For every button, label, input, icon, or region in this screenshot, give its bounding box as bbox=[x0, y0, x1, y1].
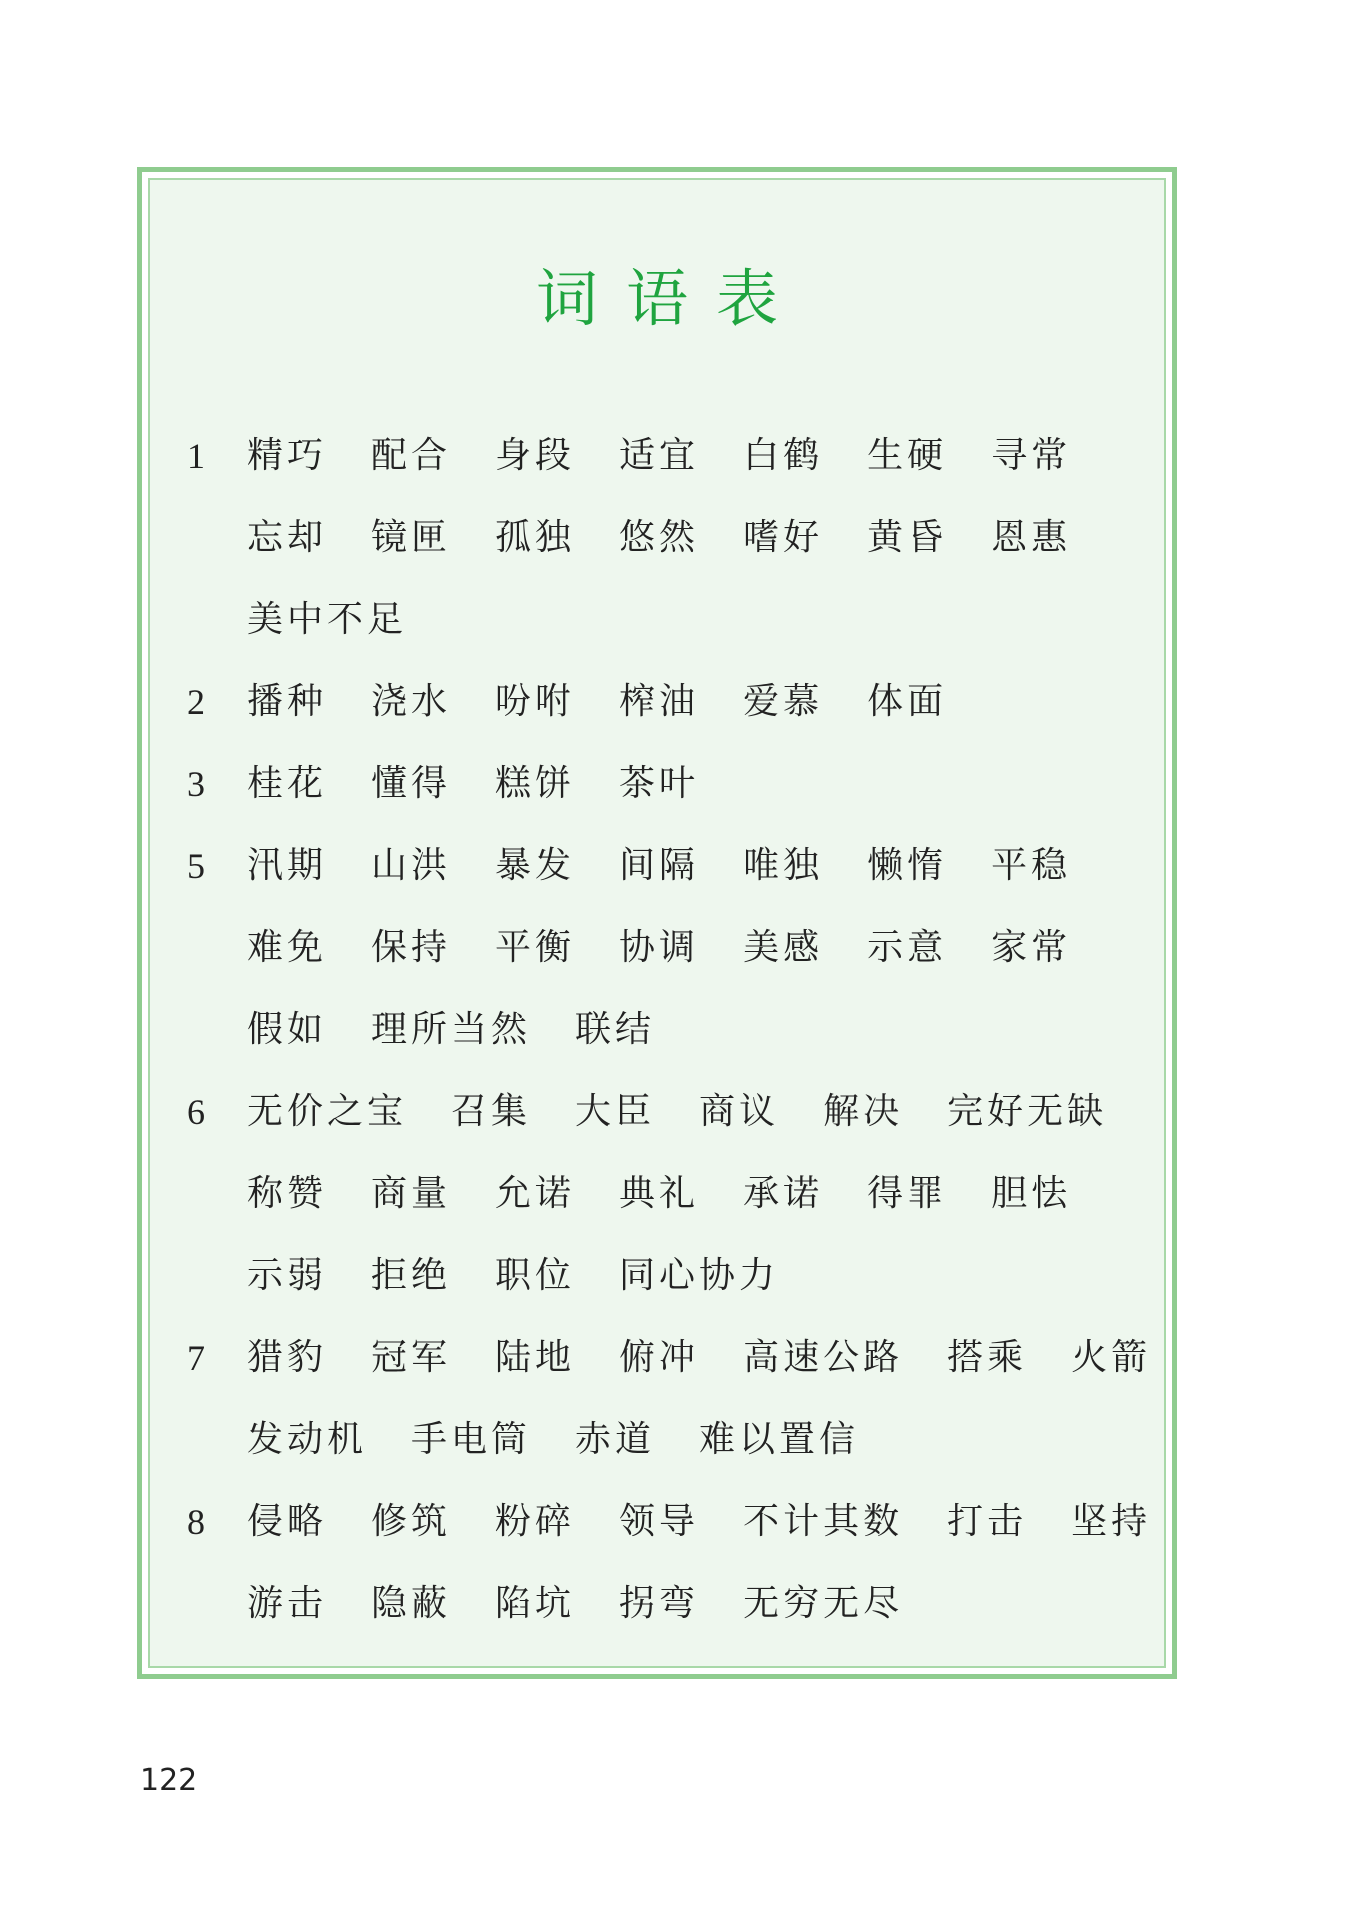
vocabulary-word: 恩惠 bbox=[991, 517, 1072, 558]
word-group bbox=[247, 1255, 823, 1296]
vocabulary-word: 浇水 bbox=[371, 681, 452, 722]
vocabulary-row bbox=[187, 1399, 1144, 1481]
vocabulary-word: 无价之宝 bbox=[247, 1091, 408, 1132]
lesson-number: 8 bbox=[187, 1502, 205, 1542]
vocabulary-word: 精巧 bbox=[247, 435, 328, 476]
vocabulary-row bbox=[187, 1071, 1144, 1153]
vocabulary-word: 胆怯 bbox=[991, 1173, 1072, 1214]
vocabulary-word: 忘却 bbox=[247, 517, 328, 558]
vocabulary-word: 间隔 bbox=[619, 845, 700, 886]
vocabulary-word: 修筑 bbox=[371, 1501, 452, 1542]
vocabulary-word: 难以置信 bbox=[699, 1419, 860, 1460]
vocabulary-word: 得罪 bbox=[867, 1173, 948, 1214]
vocabulary-word: 解决 bbox=[823, 1091, 904, 1132]
vocabulary-word: 陆地 bbox=[495, 1337, 576, 1378]
vocabulary-word: 茶叶 bbox=[619, 763, 700, 804]
vocabulary-word: 侵略 bbox=[247, 1501, 328, 1542]
word-group bbox=[247, 1501, 1195, 1542]
vocabulary-row bbox=[187, 825, 1144, 907]
vocabulary-word: 拒绝 bbox=[371, 1255, 452, 1296]
vocabulary-word: 镜匣 bbox=[371, 517, 452, 558]
word-group bbox=[247, 599, 451, 640]
vocabulary-word: 游击 bbox=[247, 1583, 328, 1624]
word-group bbox=[247, 1091, 1151, 1132]
vocabulary-word: 领导 bbox=[619, 1501, 700, 1542]
vocabulary-row bbox=[187, 1317, 1152, 1399]
vocabulary-word: 汛期 bbox=[247, 845, 328, 886]
vocabulary-word: 体面 bbox=[867, 681, 948, 722]
vocabulary-word: 粉碎 bbox=[495, 1501, 576, 1542]
vocabulary-word: 打击 bbox=[947, 1501, 1028, 1542]
vocabulary-word: 美感 bbox=[743, 927, 824, 968]
vocabulary-word: 保持 bbox=[371, 927, 452, 968]
vocabulary-row bbox=[187, 497, 1144, 579]
word-group bbox=[247, 927, 1115, 968]
vocabulary-word: 大臣 bbox=[575, 1091, 656, 1132]
vocabulary-word: 配合 bbox=[371, 435, 452, 476]
vocabulary-word: 完好无缺 bbox=[947, 1091, 1108, 1132]
vocabulary-word: 允诺 bbox=[495, 1173, 576, 1214]
vocabulary-word: 吩咐 bbox=[495, 681, 576, 722]
vocabulary-word: 懂得 bbox=[371, 763, 452, 804]
vocabulary-word: 陷坑 bbox=[495, 1583, 576, 1624]
vocabulary-word: 猎豹 bbox=[247, 1337, 328, 1378]
lesson-number: 5 bbox=[187, 846, 205, 886]
vocabulary-word: 冠军 bbox=[371, 1337, 452, 1378]
vocabulary-word: 平衡 bbox=[495, 927, 576, 968]
vocabulary-word: 示意 bbox=[867, 927, 948, 968]
word-group bbox=[247, 1583, 947, 1624]
vocabulary-row bbox=[187, 1153, 1144, 1235]
vocabulary-word: 唯独 bbox=[743, 845, 824, 886]
page-number: 122 bbox=[140, 1763, 198, 1798]
vocabulary-word: 商量 bbox=[371, 1173, 452, 1214]
vocabulary-word: 无穷无尽 bbox=[743, 1583, 904, 1624]
word-group bbox=[247, 1009, 699, 1050]
vocabulary-word: 平稳 bbox=[991, 845, 1072, 886]
word-group bbox=[247, 681, 991, 722]
word-group bbox=[247, 435, 1115, 476]
vocabulary-word: 难免 bbox=[247, 927, 328, 968]
vocabulary-word: 山洪 bbox=[371, 845, 452, 886]
vocabulary-word: 生硬 bbox=[867, 435, 948, 476]
vocabulary-row bbox=[187, 743, 1144, 825]
vocabulary-word: 假如 bbox=[247, 1009, 328, 1050]
vocabulary-word: 暴发 bbox=[495, 845, 576, 886]
vocabulary-word: 桂花 bbox=[247, 763, 328, 804]
vocabulary-word: 联结 bbox=[575, 1009, 656, 1050]
vocabulary-word: 商议 bbox=[699, 1091, 780, 1132]
vocabulary-word: 悠然 bbox=[619, 517, 700, 558]
vocabulary-word: 高速公路 bbox=[743, 1337, 904, 1378]
word-group bbox=[247, 1419, 903, 1460]
vocabulary-word: 家常 bbox=[991, 927, 1072, 968]
vocabulary-word: 召集 bbox=[451, 1091, 532, 1132]
lesson-number: 6 bbox=[187, 1092, 205, 1132]
vocabulary-word: 理所当然 bbox=[371, 1009, 532, 1050]
vocabulary-row bbox=[187, 415, 1144, 497]
vocabulary-word: 坚持 bbox=[1071, 1501, 1152, 1542]
vocabulary-row bbox=[187, 1235, 1144, 1317]
vocabulary-row bbox=[187, 579, 1144, 661]
vocabulary-word: 赤道 bbox=[575, 1419, 656, 1460]
word-group bbox=[247, 763, 743, 804]
vocabulary-row bbox=[187, 989, 1144, 1071]
vocabulary-word: 嗜好 bbox=[743, 517, 824, 558]
vocabulary-word: 发动机 bbox=[247, 1419, 368, 1460]
word-group bbox=[247, 845, 1115, 886]
vocabulary-frame bbox=[137, 167, 1177, 1679]
vocabulary-word: 示弱 bbox=[247, 1255, 328, 1296]
vocabulary-word: 手电筒 bbox=[411, 1419, 532, 1460]
vocabulary-row bbox=[187, 907, 1144, 989]
vocabulary-word: 播种 bbox=[247, 681, 328, 722]
vocabulary-word: 黄昏 bbox=[867, 517, 948, 558]
vocabulary-word: 白鹤 bbox=[743, 435, 824, 476]
vocabulary-word: 身段 bbox=[495, 435, 576, 476]
vocabulary-row bbox=[187, 1481, 1152, 1563]
vocabulary-word: 职位 bbox=[495, 1255, 576, 1296]
lesson-number: 7 bbox=[187, 1338, 205, 1378]
word-group bbox=[247, 517, 1115, 558]
vocabulary-word: 不计其数 bbox=[743, 1501, 904, 1542]
word-group bbox=[247, 1173, 1115, 1214]
vocabulary-word: 孤独 bbox=[495, 517, 576, 558]
vocabulary-word: 糕饼 bbox=[495, 763, 576, 804]
vocabulary-word: 隐蔽 bbox=[371, 1583, 452, 1624]
vocabulary-word: 拐弯 bbox=[619, 1583, 700, 1624]
lesson-number: 2 bbox=[187, 682, 205, 722]
vocabulary-word: 适宜 bbox=[619, 435, 700, 476]
vocabulary-word: 俯冲 bbox=[619, 1337, 700, 1378]
vocabulary-panel bbox=[148, 178, 1166, 1668]
word-group bbox=[247, 1337, 1195, 1378]
vocabulary-word: 称赞 bbox=[247, 1173, 328, 1214]
vocabulary-word: 懒惰 bbox=[867, 845, 948, 886]
lesson-number: 3 bbox=[187, 764, 205, 804]
vocabulary-word: 寻常 bbox=[991, 435, 1072, 476]
lesson-number: 1 bbox=[187, 436, 205, 476]
vocabulary-word: 协调 bbox=[619, 927, 700, 968]
page-title: 词语表 bbox=[535, 262, 806, 335]
vocabulary-word: 同心协力 bbox=[619, 1255, 780, 1296]
vocabulary-row bbox=[187, 661, 1144, 743]
vocabulary-word: 承诺 bbox=[743, 1173, 824, 1214]
vocabulary-word: 爱慕 bbox=[743, 681, 824, 722]
vocabulary-word: 搭乘 bbox=[947, 1337, 1028, 1378]
vocabulary-word: 火箭 bbox=[1071, 1337, 1152, 1378]
vocabulary-row bbox=[187, 1563, 1144, 1645]
vocabulary-word: 美中不足 bbox=[247, 599, 408, 640]
vocabulary-word: 典礼 bbox=[619, 1173, 700, 1214]
vocabulary-list bbox=[187, 415, 1152, 1645]
vocabulary-word: 榨油 bbox=[619, 681, 700, 722]
